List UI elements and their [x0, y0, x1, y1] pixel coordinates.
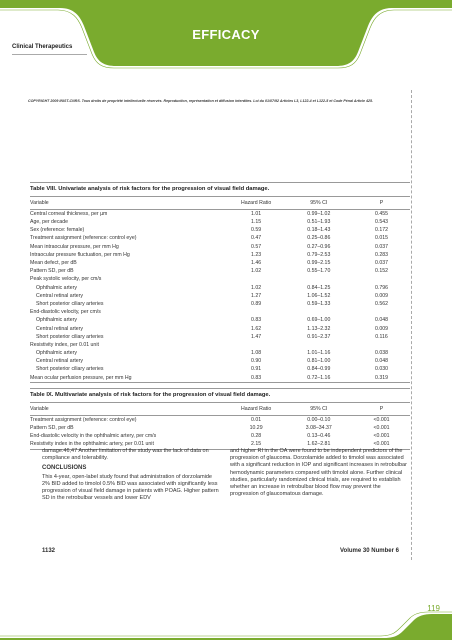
table-cell-variable: Mean intraocular pressure, per mm Hg: [30, 243, 119, 250]
table-cell-variable: Ophthalmic artery: [36, 350, 77, 357]
table-row: [30, 276, 410, 284]
table-cell-variable: End-diastolic velocity, per cm/s: [30, 309, 101, 316]
journal-rule: [12, 54, 87, 55]
table-cell-ci: 0.81–1.00: [307, 358, 331, 365]
table-cell-ci: 0.69–1.00: [307, 317, 331, 324]
table-cell-variable: Pattern SD, per dB: [30, 268, 74, 275]
table-row: [30, 349, 410, 357]
table-cell-ci: 0.18–1.43: [307, 227, 331, 234]
journal-name: Clinical Therapeutics: [12, 44, 73, 50]
footer-band: [0, 600, 452, 640]
table-cell-variable: Sex (reference: female): [30, 227, 85, 234]
table-row: [30, 259, 410, 267]
table-cell-hr: [228, 341, 285, 349]
table-cell-hr: 1.01: [251, 210, 262, 217]
table-cell-p: 0.015: [375, 235, 388, 242]
table-row: [30, 416, 410, 425]
table-cell-hr: 0.90: [251, 358, 262, 365]
table-cell-variable: Ophthalmic artery: [36, 317, 77, 324]
table-caption: Table VIII. Univariate analysis of risk factors for the progression of visual field damage.: [30, 182, 410, 197]
table-cell-p: 0.562: [375, 300, 388, 307]
table-cell-hr: 1.02: [251, 284, 262, 291]
table-cell-hr: 0.01: [251, 416, 262, 423]
table-cell-variable: Central retinal artery: [36, 358, 83, 365]
table-cell-ci: 0.72–1.16: [285, 374, 353, 383]
table-cell-p: 0.048: [375, 317, 388, 324]
table-cell-p: <0.001: [373, 416, 390, 423]
table-row: [30, 432, 410, 440]
table-cell-ci: 0.91–2.37: [307, 333, 331, 340]
page-title: EFFICACY: [192, 27, 260, 42]
table-cell-p: 0.796: [375, 284, 388, 291]
table-cell-ci: 0.27–0.96: [307, 243, 331, 250]
table-cell-p: 0.172: [375, 227, 388, 234]
table-cell-p: 0.009: [375, 292, 388, 299]
header-banner: [0, 0, 452, 80]
table-cell-ci: [285, 276, 353, 284]
table-cell-ci: 0.55–1.70: [307, 268, 331, 275]
table-cell-hr: 0.83: [228, 374, 285, 383]
table-cell-ci: 1.01–1.16: [307, 350, 331, 357]
table-cell-hr: 1.46: [251, 260, 262, 267]
table-cell-hr: 2.15: [228, 441, 285, 450]
table-cell-ci: 0.25–0.86: [307, 235, 331, 242]
col-header: P: [353, 403, 410, 416]
table-row: [30, 251, 410, 259]
table-cell-hr: [228, 308, 285, 316]
table-cell-hr: 1.47: [251, 333, 262, 340]
page-number: 119: [427, 604, 440, 613]
table-row: [30, 357, 410, 365]
table-cell-p: 0.283: [375, 251, 388, 258]
table-row: [30, 300, 410, 308]
table-cell-variable: Treatment assignment (reference: control eye): [30, 235, 137, 242]
table-cell-variable: Mean ocular perfusion pressure, per mm Hg: [30, 374, 228, 383]
table-multivariate: [30, 388, 410, 450]
table-cell-p: <0.001: [373, 425, 390, 432]
table-cell-ci: [285, 341, 353, 349]
table-cell-p: 0.037: [375, 243, 388, 250]
table-row: [30, 333, 410, 341]
table-cell-hr: 0.59: [251, 227, 262, 234]
table-caption: Table IX. Multivariate analysis of risk factors for the progression of visual field damage.: [30, 388, 410, 403]
table-row: [30, 374, 410, 383]
table-cell-variable: Ophthalmic artery: [36, 284, 77, 291]
table-cell-ci: 0.84–0.99: [307, 366, 331, 373]
table-cell-p: 0.152: [375, 268, 388, 275]
table-cell-hr: 10.29: [249, 425, 263, 432]
document-page-number: 1132: [42, 548, 56, 554]
copyright-line: COPYRIGHT 2009 INIST-CNRS. Tous droits de propriété intellectuelle réservés. Reproduction, représentation et diffusion interdites. Loi du 01/07/92 Articles L3, L122-4 et L122-5 et Code Pénal Article 425.: [28, 99, 374, 103]
table-cell-ci: [285, 308, 353, 316]
table-cell-variable: Resistivity index in the ophthalmic artery, per 0.01 unit: [30, 441, 228, 450]
table-row: [30, 366, 410, 374]
table-cell-variable: Short posterior ciliary arteries: [36, 333, 104, 340]
table-cell-p: 0.038: [375, 350, 388, 357]
page-edge-line: [411, 90, 412, 560]
table-cell-hr: 1.62: [251, 325, 262, 332]
table-cell-p: 0.037: [375, 260, 388, 267]
table-univariate: [30, 182, 410, 383]
table-cell-hr: 0.89: [251, 300, 262, 307]
table-cell-variable: Central retinal artery: [36, 292, 83, 299]
table-cell-variable: Central corneal thickness, per µm: [30, 210, 108, 217]
table-cell-variable: Treatment assignment (reference: control eye): [30, 416, 137, 423]
table-cell-p: 0.455: [375, 210, 388, 217]
table-cell-variable: Peak systolic velocity, per cm/s: [30, 276, 102, 283]
table-row: [30, 284, 410, 292]
table-row: [30, 267, 410, 275]
table-row: [30, 210, 410, 219]
table-cell-hr: 0.91: [251, 366, 262, 373]
table-cell-variable: Mean defect, per dB: [30, 260, 77, 267]
table-cell-hr: 0.28: [251, 433, 262, 440]
table-cell-p: 0.319: [353, 374, 410, 383]
table-cell-ci: 3.08–34.37: [305, 425, 332, 432]
table-cell-ci: 0.51–1.93: [307, 219, 331, 226]
table-cell-hr: 0.83: [251, 317, 262, 324]
section-heading: CONCLUSIONS: [42, 465, 87, 472]
col-header: Variable: [30, 403, 228, 416]
col-header: 95% CI: [285, 197, 353, 210]
paragraph: and higher RI in the OA were found to be independent predictors of the progression of glaucoma. Dorzolamide added to timolol was associated with a significant reduction in IOP and significant increases in retrobulbar hemodynamic parameters compared with timolol alone. Further clinical studies, particularly randomized clinical trials, are required to establish whether an increase in retrobulbar blood flow may prevent the progression of glaucomatous damage.: [230, 448, 407, 498]
table-row: [30, 235, 410, 243]
table-cell-p: 0.009: [375, 325, 388, 332]
table-cell-ci: 1.62–2.81: [285, 441, 353, 450]
table-cell-hr: 0.57: [251, 243, 262, 250]
table-cell-ci: 0.99–2.15: [307, 260, 331, 267]
table-row: [30, 424, 410, 432]
table-cell-p: 0.116: [375, 333, 388, 340]
table-cell-p: <0.001: [373, 433, 390, 440]
paragraph: damage.46,47 Another limitation of the study was the lack of data on compliance and tolerability.: [42, 448, 209, 462]
table-cell-p: [353, 276, 410, 284]
table-row: [30, 226, 410, 234]
table-cell-hr: 1.02: [251, 268, 262, 275]
col-header: Hazard Ratio: [228, 403, 285, 416]
table-cell-hr: [228, 276, 285, 284]
table-cell-p: 0.030: [375, 366, 388, 373]
table-cell-ci: 0.59–1.33: [307, 300, 331, 307]
table-cell-p: 0.543: [375, 219, 388, 226]
table-cell-hr: 1.27: [251, 292, 262, 299]
table-cell-variable: End-diastolic velocity in the ophthalmic artery, per cm/s: [30, 433, 157, 440]
col-header: P: [353, 197, 410, 210]
table-cell-variable: Short posterior ciliary arteries: [36, 366, 104, 373]
table-cell-variable: Pattern SD, per dB: [30, 425, 74, 432]
table-cell-variable: Resistivity index, per 0.01 unit: [30, 341, 99, 348]
table-cell-variable: Intraocular pressure fluctuation, per mm Hg: [30, 251, 130, 258]
table-row: [30, 325, 410, 333]
table-cell-ci: 0.79–2.53: [307, 251, 331, 258]
table-row: [30, 316, 410, 324]
col-header: Variable: [30, 197, 228, 210]
table-cell-hr: 1.23: [251, 251, 262, 258]
right-column: [230, 448, 408, 498]
table-cell-ci: 0.13–0.46: [307, 433, 331, 440]
table-row: [30, 308, 410, 316]
table-cell-variable: Short posterior ciliary arteries: [36, 300, 104, 307]
table-cell-variable: Age, per decade: [30, 219, 69, 226]
table-cell-ci: 0.84–1.25: [307, 284, 331, 291]
table-row: [30, 218, 410, 226]
col-header: Hazard Ratio: [228, 197, 285, 210]
table-cell-hr: 1.15: [251, 219, 262, 226]
table-cell-p: 0.048: [375, 358, 388, 365]
table-cell-ci: 0.99–1.02: [307, 210, 331, 217]
table-row: [30, 243, 410, 251]
table-row: [30, 341, 410, 349]
table-row: [30, 292, 410, 300]
volume-label: Volume 30 Number 6: [340, 548, 399, 554]
table-cell-ci: 1.06–1.52: [307, 292, 331, 299]
col-header: 95% CI: [285, 403, 353, 416]
table-cell-hr: 0.47: [251, 235, 262, 242]
table-cell-ci: 1.13–2.32: [307, 325, 331, 332]
table-cell-p: [353, 341, 410, 349]
footer-shape: [0, 600, 452, 640]
paragraph: This 4-year, open-label study found that administration of dorzolamide 2% BID added to timolol 0.5% BID was associated with significantly less progression of visual field damage in patients with POAG. Higher pattern SD in the retrobulbar vessels and lower EDV: [42, 473, 219, 502]
table-cell-p: <0.001: [353, 441, 410, 450]
table-cell-variable: Central retinal artery: [36, 325, 83, 332]
table-cell-ci: 0.00–0.10: [307, 416, 331, 423]
left-column: [42, 448, 220, 502]
table-cell-p: [353, 308, 410, 316]
table-cell-hr: 1.08: [251, 350, 262, 357]
